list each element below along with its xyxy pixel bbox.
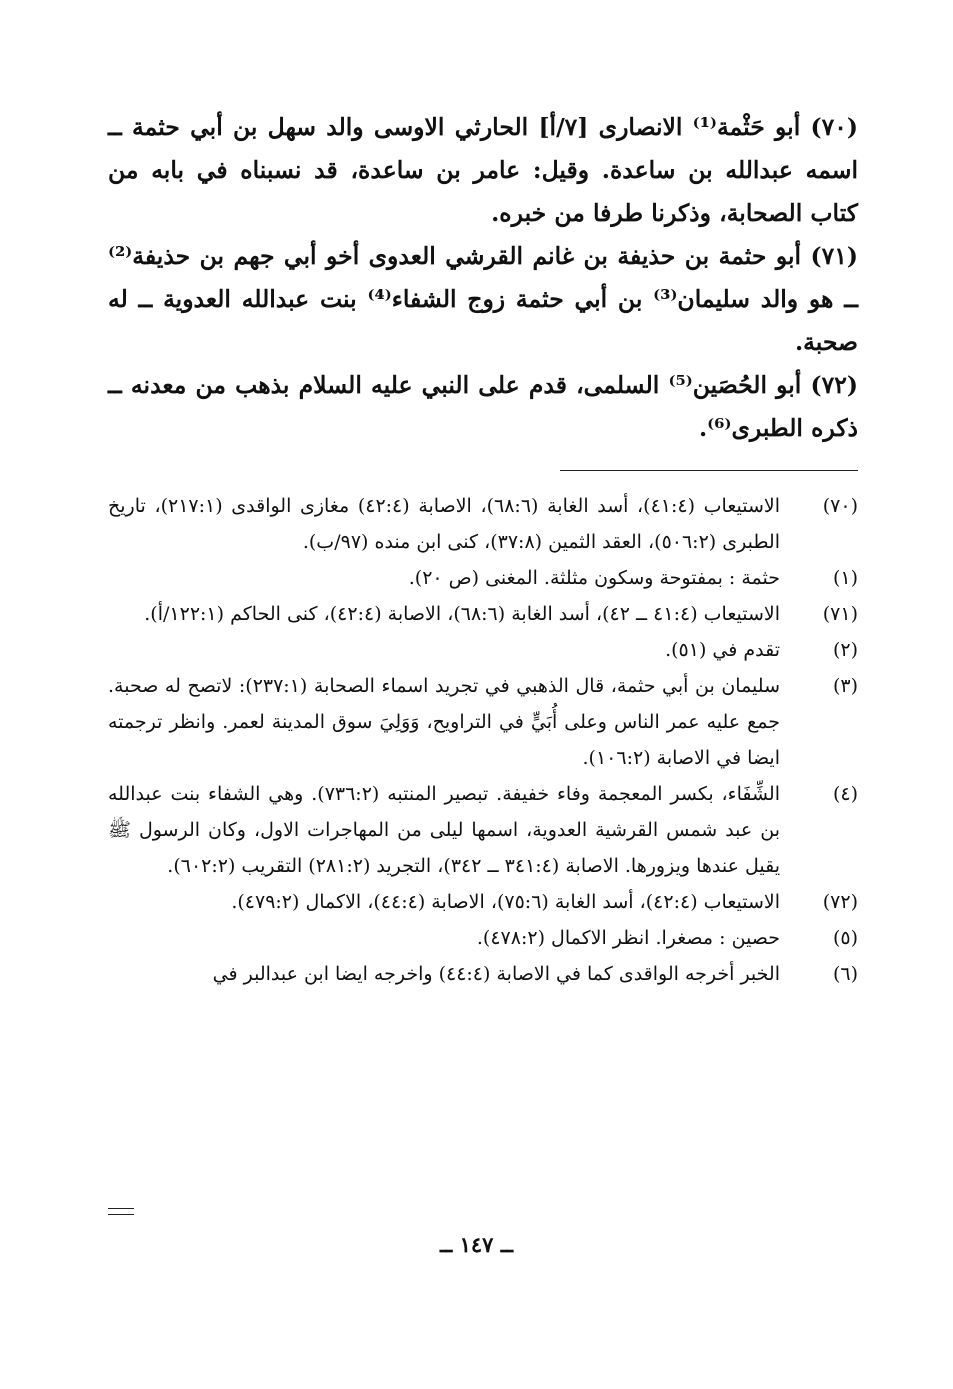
footnote-3 [108, 668, 858, 776]
entry-71: (٧١) أبو حثمة بن حذيفة بن غانم القرشي العدوى أخو أبي جهم بن حذيفة⁽²⁾ ــ هو والد سليمان⁽³⁾ بن أبي حثمة زوج الشفاء⁽⁴⁾ بنت عبدالله العدوية ــ له صحبة. [108, 242, 858, 356]
main-text [108, 106, 858, 450]
footnote-1 [108, 560, 858, 596]
footnote-number: (٢) [832, 639, 858, 661]
footnote-text: تقدم في (٥١). [665, 639, 780, 661]
footnote-text: الاستيعاب (٤٢:٤)، أسد الغابة (٧٥:٦)، الاصابة (٤٤:٤)، الاكمال (٤٧٩:٢). [231, 891, 780, 913]
footnote-number: (٧١) [822, 603, 858, 625]
page-number: ــ ١٤٧ ــ [439, 1232, 514, 1257]
footnote-text: الخبر أخرجه الواقدى كما في الاصابة (٤٤:٤) واخرجه ايضا ابن عبدالبر في [212, 963, 780, 985]
footnote-text: الاستيعاب (٤١:٤ ــ ٤٢)، أسد الغابة (٦٨:٦)، الاصابة (٤٢:٤)، كنى الحاكم (١٢٢:١/أ). [144, 603, 780, 625]
footnote-text: حصين : مصغرا. انظر الاكمال (٤٧٨:٢). [476, 927, 780, 949]
footnotes [108, 488, 858, 992]
footnote-number: (٧٢) [822, 891, 858, 913]
entry-72: (٧٢) أبو الحُصَين⁽⁵⁾ السلمى، قدم على النبي عليه السلام بذهب من معدنه ــ ذكره الطبرى⁽⁶⁾. [108, 371, 858, 442]
footnote-number: (٥) [832, 927, 858, 949]
footnote-5 [108, 920, 858, 956]
footnote-2 [108, 632, 858, 668]
footnote-number: (٤) [832, 783, 858, 805]
continuation-mark [108, 1208, 134, 1218]
footnote-divider [560, 470, 858, 471]
footnote-number: (٧٠) [822, 495, 858, 517]
footnote-text: سليمان بن أبي حثمة، قال الذهبي في تجريد اسماء الصحابة (٢٣٧:١): لاتصح له صحبة. جمع عليه عمر الناس وعلى أُبَيٍّ في التراويح، وَوَلِيَ سوق المدينة لعمر. وانظر ترجمته ايضا في الاصابة (١٠٦:٢). [108, 675, 780, 769]
footnote-number: (٣) [832, 675, 858, 697]
footnote-4 [108, 776, 858, 884]
footnote-72 [108, 884, 858, 920]
footnote-71 [108, 596, 858, 632]
footnote-text: الاستيعاب (٤١:٤)، أسد الغابة (٦٨:٦)، الاصابة (٤٢:٤) مغازى الواقدى (٢١٧:١)، تاريخ الطبرى (٥٠٦:٢)، العقد الثمين (٣٧:٨)، كنى ابن منده (٩٧/ب). [108, 495, 781, 553]
footnote-number: (١) [832, 567, 858, 589]
entry-70: (٧٠) أبو حَثْمة⁽¹⁾ الانصارى [٧/أ] الحارثي الاوسى والد سهل بن أبي حثمة ــ اسمه عبدالله بن ساعدة. وقيل: عامر بن ساعدة، قد نسبناه في بابه من كتاب الصحابة، وذكرنا طرفا من خبره. [108, 113, 858, 227]
footnote-text: الشِّفَاء، بكسر المعجمة وفاء خفيفة. تبصير المنتبه (٧٣٦:٢). وهي الشفاء بنت عبدالله بن عبد شمس القرشية العدوية، اسمها ليلى من المهاجرات الاول، وكان الرسول ﷺ يقيل عندها ويزورها. الاصابة (٣٤١:٤ ــ ٣٤٢)، التجريد (٢٨١:٢) التقريب (٦٠٢:٢). [108, 783, 781, 877]
footnote-number: (٦) [832, 963, 858, 985]
footnote-70 [108, 488, 858, 560]
footnote-text: حثمة : بمفتوحة وسكون مثلثة. المغنى (ص ٢٠). [408, 567, 780, 589]
footnote-6 [108, 956, 858, 992]
